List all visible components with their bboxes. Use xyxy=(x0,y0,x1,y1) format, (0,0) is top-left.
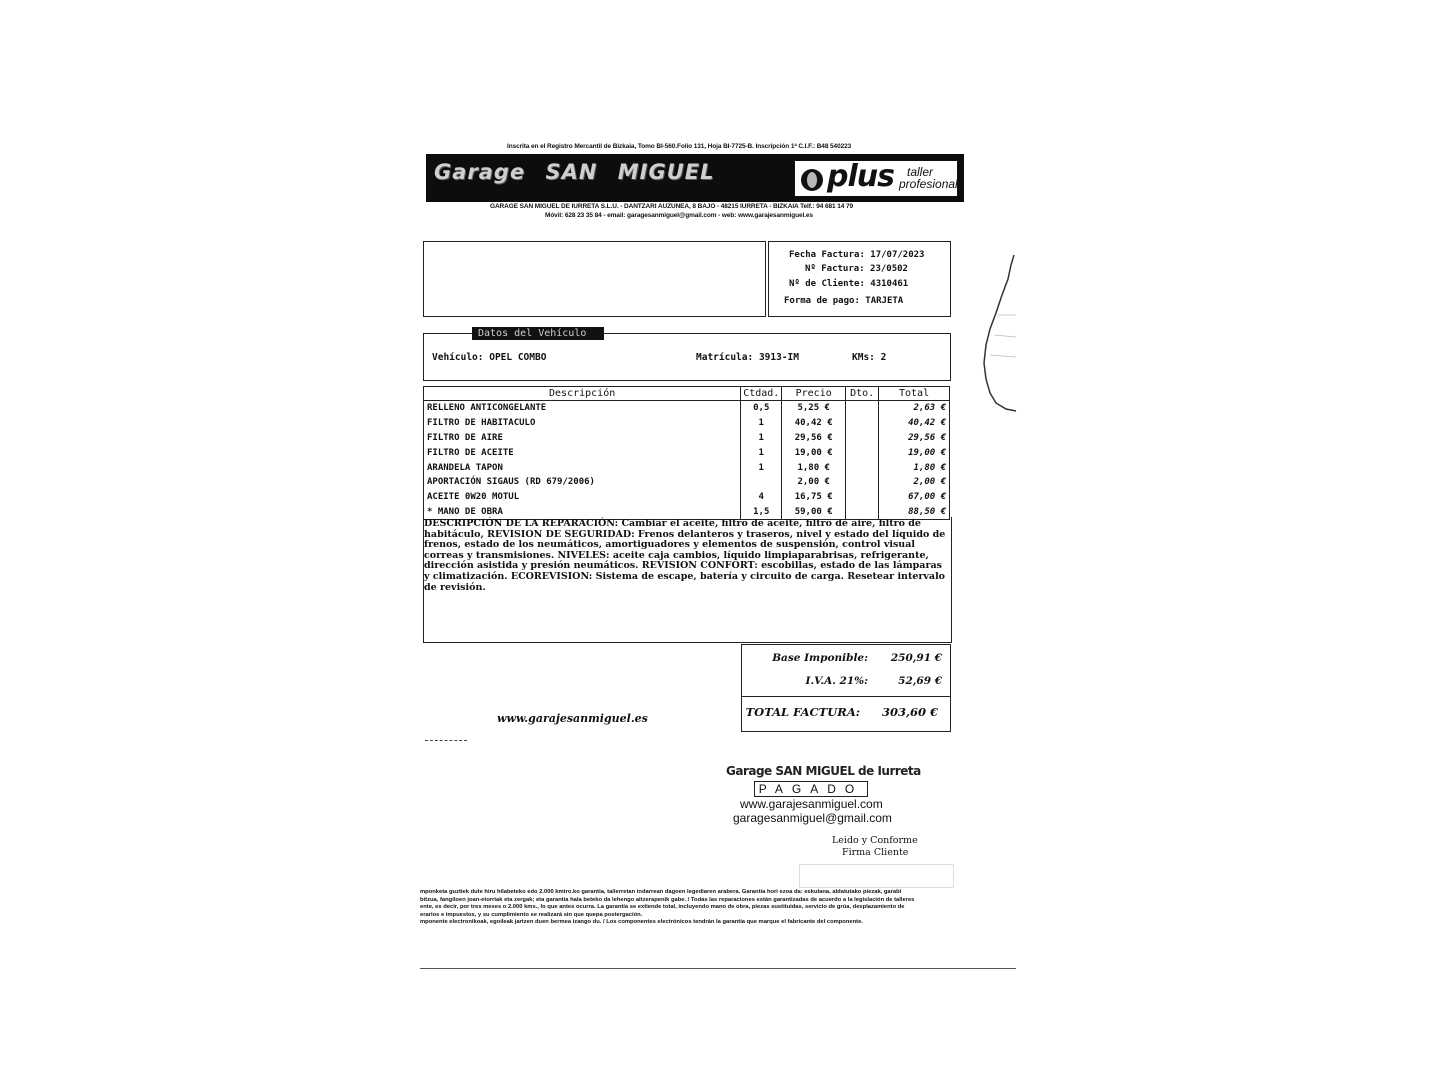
col-header-description: Descripción xyxy=(424,387,741,401)
repair-description-box xyxy=(423,517,952,643)
vehicle-label: Vehículo: xyxy=(432,352,484,363)
cell-description: ACEITE 0W20 MOTUL xyxy=(424,490,741,505)
cell-price: 29,56 € xyxy=(782,431,846,446)
client-number: 4310461 xyxy=(870,279,909,289)
garage-logo: Garage SAN MIGUEL xyxy=(434,160,715,184)
table-row xyxy=(424,460,950,475)
plate-value: 3913-IM xyxy=(758,352,799,363)
invoice-date-label: Fecha Factura: xyxy=(789,250,865,260)
cell-price: 59,00 € xyxy=(782,505,846,520)
signature-line-1: Leido y Conforme xyxy=(832,835,918,846)
header-banner xyxy=(426,154,964,202)
cell-total: 29,56 € xyxy=(879,431,950,446)
payment-row xyxy=(784,296,903,306)
cell-description: FILTRO DE AIRE xyxy=(424,431,741,446)
plus-circle-icon xyxy=(801,169,823,191)
paid-stamp: PAGADO xyxy=(754,781,868,797)
kms-value: 2 xyxy=(880,352,887,363)
client-number-label: Nº de Cliente: xyxy=(789,279,865,289)
cell-quantity: 1 xyxy=(741,445,782,460)
client-number-row xyxy=(789,279,908,289)
plate-label: Matrícula: xyxy=(696,352,754,363)
invoice-number: 23/0502 xyxy=(870,264,908,274)
plate-row xyxy=(696,352,799,363)
col-header-total: Total xyxy=(879,387,950,401)
cell-discount xyxy=(846,401,879,416)
base-label: Base Imponible: xyxy=(772,652,868,664)
stamp-company-name: Garage SAN MIGUEL de Iurreta xyxy=(726,764,921,778)
cell-discount xyxy=(846,431,879,446)
stamp-website: www.garajesanmiguel.com xyxy=(740,797,883,811)
cell-price: 1,80 € xyxy=(782,460,846,475)
cell-price: 19,00 € xyxy=(782,445,846,460)
signature-line-2: Firma Cliente xyxy=(842,847,909,858)
registry-line: Inscrita en el Registro Mercantil de Bizkaia, Tomo BI-560.Folio 131, Hoja BI-7725-B. Inscripción 1ª C.I.F.: B48 540223 xyxy=(507,143,852,150)
invoice-number-label: Nº Factura: xyxy=(805,264,865,274)
client-box xyxy=(423,241,766,317)
cell-quantity: 0,5 xyxy=(741,401,782,416)
invoice-date-row xyxy=(789,250,924,260)
table-row xyxy=(424,445,950,460)
table-row xyxy=(424,401,950,416)
bottom-rule xyxy=(420,968,1016,969)
col-header-price: Precio xyxy=(782,387,846,401)
total-value: 303,60 € xyxy=(881,705,938,719)
plus-word: plus xyxy=(827,159,894,194)
payment-method: TARJETA xyxy=(865,296,904,306)
table-row xyxy=(424,490,950,505)
cell-total: 2,63 € xyxy=(879,401,950,416)
vehicle-box xyxy=(423,333,951,381)
legal-line: mponketa guztiek dute hiru hilabeteko edo 2.000 kmtro.ko garantia, tailerretan indarrean dagoen legediaren arabera. Garantia hori ezoa da: eskulana, aldatutako piezak, garabi xyxy=(420,889,902,895)
legal-line: mponente electronikoak, egoileak jartzen duen bermea izango du. / Los componentes electrónicos tendrán la garantía que marque el fabricante del componente. xyxy=(420,919,863,925)
iva-label: I.V.A. 21%: xyxy=(805,675,868,687)
plus-taller: taller xyxy=(907,165,934,179)
cell-total: 67,00 € xyxy=(879,490,950,505)
vehicle-section-title: Datos del Vehículo xyxy=(472,327,604,340)
iva-value: 52,69 € xyxy=(898,675,942,687)
vehicle-row xyxy=(432,352,546,363)
cell-discount xyxy=(846,416,879,431)
legal-line: bitzua, fangiloen joan-etorriak eta zergak; eta garantia hala beteko da lehengo aitzerapenik gabe. / Todas las reparaciones están garantizadas de acuerdo a la legislación de talleres xyxy=(420,896,915,903)
cell-total: 88,50 € xyxy=(879,505,950,520)
divider xyxy=(425,740,467,742)
cell-total: 19,00 € xyxy=(879,445,950,460)
cell-discount xyxy=(846,445,879,460)
invoice-number-row xyxy=(805,264,908,274)
table-row xyxy=(424,416,950,431)
cell-description: RELLENO ANTICONGELANTE xyxy=(424,401,741,416)
legal-notice xyxy=(420,889,955,927)
address-line: GARAGE SAN MIGUEL DE IURRETA S.L.U. - DANTZARI AUZUNEA, 8 BAJO - 48215 IURRETA - BIZKAIA Telf.: 94 681 14 79 xyxy=(490,203,854,210)
invoice-info-box xyxy=(768,241,951,317)
cell-total: 40,42 € xyxy=(879,416,950,431)
table-row xyxy=(424,475,950,490)
cell-description: APORTACIÓN SIGAUS (RD 679/2006) xyxy=(424,475,741,490)
footer-website: www.garajesanmiguel.es xyxy=(497,712,648,725)
col-header-quantity: Ctdad. xyxy=(741,387,782,401)
plus-profesional: profesional xyxy=(899,177,958,191)
torn-edge-artifact xyxy=(978,255,1018,415)
cell-total: 1,80 € xyxy=(879,460,950,475)
cell-discount xyxy=(846,475,879,490)
totals-divider xyxy=(742,696,950,697)
cell-quantity: 1 xyxy=(741,460,782,475)
total-label: TOTAL FACTURA: xyxy=(745,705,860,719)
cell-price: 16,75 € xyxy=(782,490,846,505)
invoice-lines-table xyxy=(423,386,950,520)
legal-line: erarios e impuestos, y su cumplimiento se realizará sin que quepa postergación. xyxy=(420,911,643,918)
cell-description: FILTRO DE ACEITE xyxy=(424,445,741,460)
cell-quantity xyxy=(741,475,782,490)
cell-description: * MANO DE OBRA xyxy=(424,505,741,520)
cell-price: 5,25 € xyxy=(782,401,846,416)
cell-quantity: 1 xyxy=(741,431,782,446)
cell-discount xyxy=(846,490,879,505)
kms-row xyxy=(852,352,886,363)
totals-box xyxy=(741,644,951,732)
repair-description: DESCRIPCIÓN DE LA REPARACIÓN: Cambiar el aceite, filtro de aceite, filtro de aire, filtro de habitáculo, REVISION DE SEGURIDAD: Frenos delanteros y traseros, nivel y estado del líquido de frenos, estado de los neumáticos, amortiguadores y elementos de suspensión, control visual correas y transmisiones. NIVELES: aceite caja cambios, líquido limpiaparabrisas, refrigerante, dirección asistida y presión neumáticos. REVISION CONFORT: escobillas, estado de las lámparas y climatización. ECOREVISION: Sistema de escape, batería y circuito de carga. Resetear intervalo de revisión. xyxy=(424,518,946,593)
plus-logo xyxy=(794,160,958,197)
cell-quantity: 1 xyxy=(741,416,782,431)
cell-description: ARANDELA TAPON xyxy=(424,460,741,475)
col-header-discount: Dto. xyxy=(846,387,879,401)
legal-line: ente, es decir, por tres meses o 2.000 kms., lo que antes ocurra. La garantía se extiende total, incluyendo mano de obra, piezas sustituidas, servicio de grúa, desplazamiento de xyxy=(420,904,905,910)
cell-quantity: 4 xyxy=(741,490,782,505)
contact-line: Móvil: 628 23 35 84 - email: garagesanmiguel@gmail.com - web: www.garajesanmiguel.es xyxy=(545,212,813,219)
invoice-date: 17/07/2023 xyxy=(870,250,925,260)
payment-label: Forma de pago: xyxy=(784,296,860,306)
table-row xyxy=(424,431,950,446)
signature-box xyxy=(799,864,954,888)
base-value: 250,91 € xyxy=(890,652,942,664)
cell-price: 2,00 € xyxy=(782,475,846,490)
table-header-row xyxy=(424,387,950,401)
vehicle-model: OPEL COMBO xyxy=(489,352,547,363)
cell-price: 40,42 € xyxy=(782,416,846,431)
cell-description: FILTRO DE HABITACULO xyxy=(424,416,741,431)
cell-discount xyxy=(846,460,879,475)
kms-label: KMs: xyxy=(852,352,875,363)
cell-quantity: 1,5 xyxy=(741,505,782,520)
stamp-email: garagesanmiguel@gmail.com xyxy=(733,811,892,825)
cell-total: 2,00 € xyxy=(879,475,950,490)
